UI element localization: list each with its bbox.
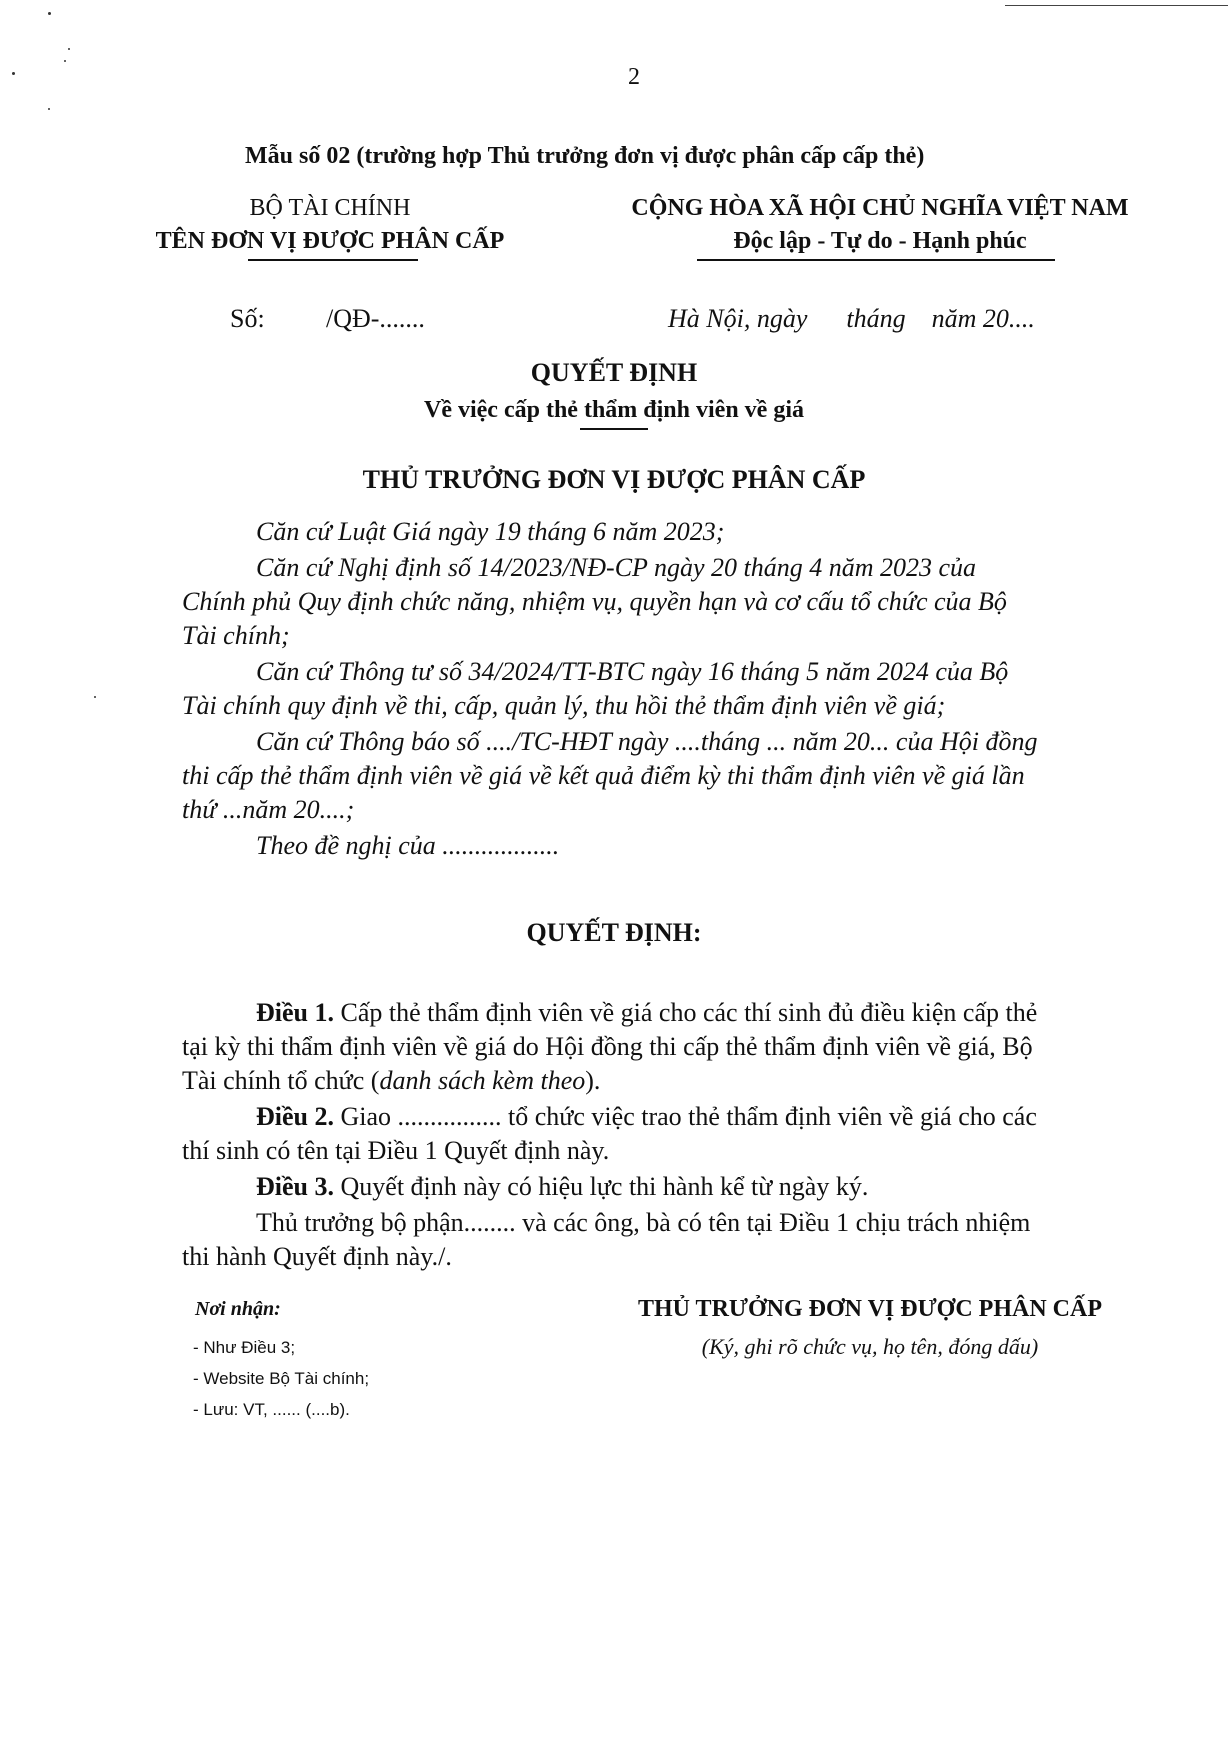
scan-speck (64, 60, 66, 62)
issuing-authority: THỦ TRƯỞNG ĐƠN VỊ ĐƯỢC PHÂN CẤP (362, 465, 866, 494)
signature-note: (Ký, ghi rõ chức vụ, họ tên, đóng dấu) (701, 1334, 1039, 1359)
document-subtitle: Về việc cấp thẻ thẩm định viên về giá (424, 397, 804, 423)
basis-circular: Căn cứ Thông tư số 34/2024/TT-BTC ngày 16 tháng 5 năm 2024 của Bộ Tài chính quy định về thi, cấp, quản lý, thu hồi thẻ thẩm định viên về giá; (182, 657, 1009, 720)
recipient-item: - Như Điều 3; (193, 1338, 296, 1357)
legal-bases (182, 515, 1142, 863)
basis-proposal: Theo đề nghị của .................. (256, 831, 560, 860)
scan-speck (48, 12, 51, 15)
recipients-list (193, 1332, 369, 1425)
form-title: Mẫu số 02 (trường hợp Thủ trưởng đơn vị được phân cấp cấp thẻ) (245, 143, 925, 169)
basis-decree: Căn cứ Nghị định số 14/2023/NĐ-CP ngày 20 tháng 4 năm 2023 của Chính phủ Quy định chức năng, nhiệm vụ, quyền hạn và cơ cấu tổ chức của Bộ Tài chính; (182, 553, 1007, 650)
subtitle-underline (580, 428, 648, 430)
place-date: Hà Nội, ngày tháng năm 20.... (668, 304, 1035, 333)
decision-heading: QUYẾT ĐỊNH: (526, 918, 702, 947)
motto: Độc lập - Tự do - Hạnh phúc (733, 228, 1027, 254)
implementation-clause: Thủ trưởng bộ phận........ và các ông, bà có tên tại Điều 1 chịu trách nhiệm thi hành Quyết định này./. (182, 1208, 1031, 1271)
document-title: QUYẾT ĐỊNH (530, 358, 698, 387)
recipient-item: - Website Bộ Tài chính; (193, 1369, 370, 1388)
scan-speck (94, 696, 96, 698)
scan-speck (68, 48, 70, 50)
country-name: CỘNG HÒA XÃ HỘI CHỦ NGHĨA VIỆT NAM (631, 195, 1129, 221)
article-3: Điều 3. Quyết định này có hiệu lực thi hành kể từ ngày ký. (256, 1172, 869, 1201)
page-number: 2 (628, 64, 640, 90)
recipient-item: - Lưu: VT, ...... (....b). (193, 1400, 350, 1419)
decision-number: /QĐ-....... (326, 304, 425, 333)
ministry-name: BỘ TÀI CHÍNH (249, 195, 411, 221)
unit-name: TÊN ĐƠN VỊ ĐƯỢC PHÂN CẤP (155, 228, 505, 254)
unit-name-underline (248, 259, 418, 261)
signature-title: THỦ TRƯỞNG ĐƠN VỊ ĐƯỢC PHÂN CẤP (637, 1296, 1102, 1322)
basis-notice: Căn cứ Thông báo số ..../TC-HĐT ngày ....tháng ... năm 20... của Hội đồng thi cấp thẻ thẩm định viên về giá về kết quả điểm kỳ thi thẩm định viên về giá lần thứ ...năm 20....; (182, 727, 1038, 824)
article-1: Điều 1. Cấp thẻ thẩm định viên về giá cho các thí sinh đủ điều kiện cấp thẻ tại kỳ thi thẩm định viên về giá do Hội đồng thi cấp thẻ thẩm định viên về giá, Bộ Tài chính tổ chức (danh sách kèm theo). (182, 998, 1038, 1095)
basis-price-law: Căn cứ Luật Giá ngày 19 tháng 6 năm 2023; (256, 517, 725, 546)
article-2: Điều 2. Giao ................ tổ chức việc trao thẻ thẩm định viên về giá cho các thí sinh có tên tại Điều 1 Quyết định này. (182, 1102, 1037, 1165)
scan-top-rule (1005, 5, 1228, 6)
articles (182, 996, 1142, 1274)
recipients-label: Nơi nhận: (195, 1298, 281, 1320)
number-label: Số: (230, 304, 265, 333)
motto-underline (697, 259, 1055, 261)
scan-speck (12, 72, 15, 75)
scan-speck (48, 108, 50, 110)
